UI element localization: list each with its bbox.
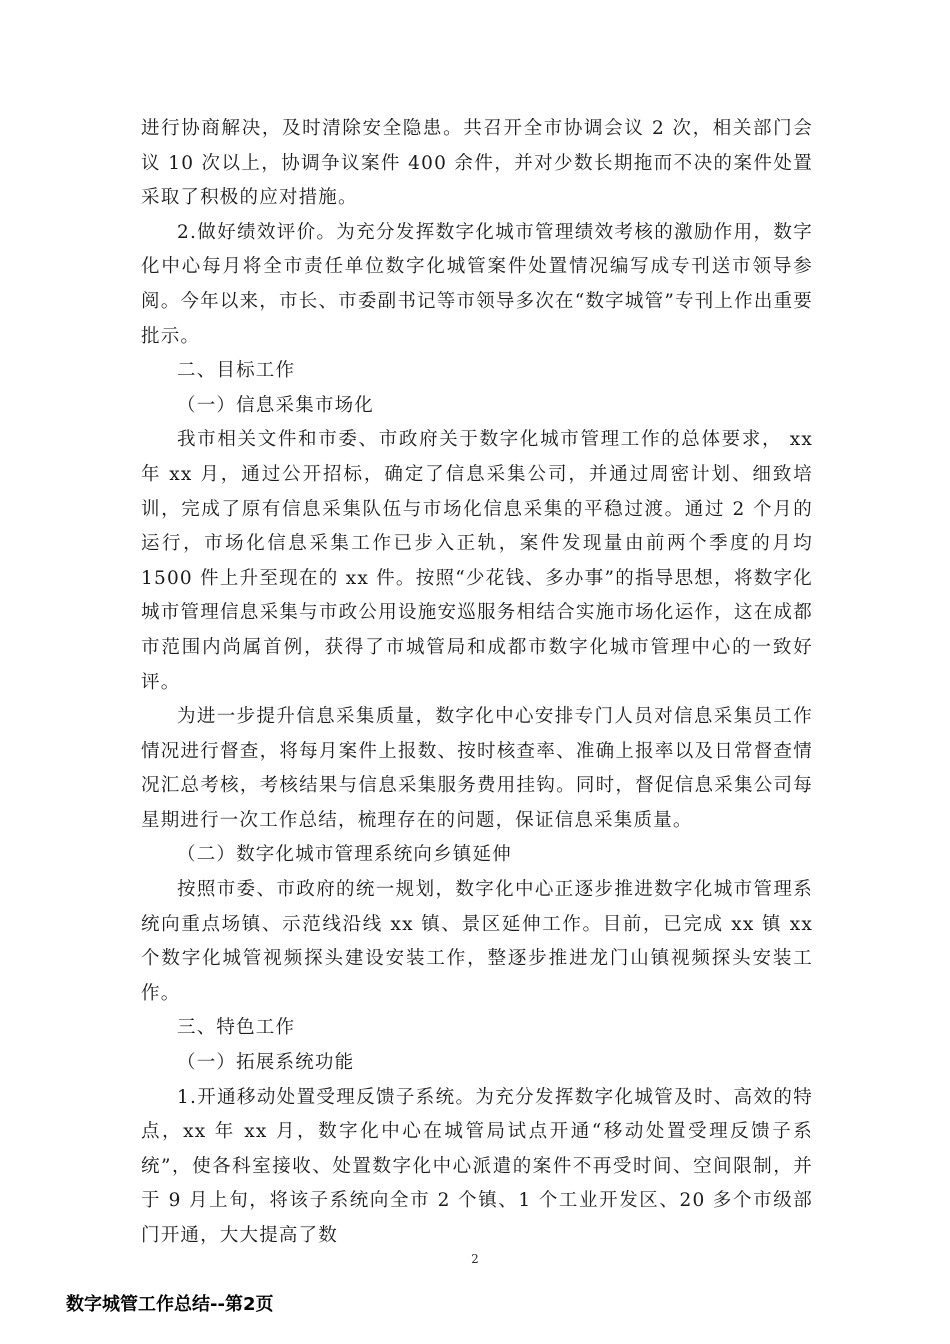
paragraph-11: 1.开通移动处置受理反馈子系统。为充分发挥数字化城管及时、高效的特点，xx 年 xx 月，数字化中心在城管局试点开通“移动处置受理反馈子系统”，使各科室接收、处置数字化中心派遣的案件不再受时间、空间限制，并于 9 月上旬，将该子系统向全市 2 个镇、1 个工业开发区、20 多个市级部门开通，大大提高了数 (141, 1086, 813, 1246)
subsection-heading-3-1: （一）拓展系统功能 (177, 1052, 355, 1074)
subsection-heading-2-2: （二）数字化城市管理系统向乡镇延伸 (177, 844, 512, 866)
paragraph-2: 2.做好绩效评价。为充分发挥数字化城市管理绩效考核的激励作用，数字化中心每月将全市责任单位数字化城管案件处置情况编写成专刊送市领导参阅。今年以来，市长、市委副书记等市领导多次在“数字城管”专刊上作出重要批示。 (141, 221, 813, 347)
paragraph-1: 进行协商解决，及时清除安全隐患。共召开全市协调会议 2 次，相关部门会议 10 次以上，协调争议案件 400 余件，并对少数长期拖而不决的案件处置采取了积极的应对措施。 (141, 118, 813, 209)
section-heading-3: 三、特色工作 (177, 1017, 296, 1039)
page-body (141, 112, 821, 1254)
footer-caption: 数字城管工作总结--第2页 (66, 1294, 274, 1315)
paragraph-6: 为进一步提升信息采集质量，数字化中心安排专门人员对信息采集员工作情况进行督查，将每月案件上报数、按时核查率、准确上报率以及日常督查情况汇总考核，考核结果与信息采集服务费用挂钩。同时，督促信息采集公司每星期进行一次工作总结，梳理存在的问题，保证信息采集质量。 (141, 706, 813, 831)
paragraph-8: 按照市委、市政府的统一规划，数字化中心正逐步推进数字化城市管理系统向重点场镇、示范线沿线 xx 镇、景区延伸工作。目前，已完成 xx 镇 xx 个数字化城管视频探头建设安装工作，整逐步推进龙门山镇视频探头安装工作。 (141, 879, 821, 1004)
page-number: 2 (471, 1252, 479, 1266)
paragraph-5: 我市相关文件和市委、市政府关于数字化城市管理工作的总体要求， xx 年 xx 月，通过公开招标，确定了信息采集公司，并通过周密计划、细致培训，完成了原有信息采集队伍与市场化信息采集的平稳过渡。通过 2 个月的运行，市场化信息采集工作已步入正轨，案件发现量由前两个季度的月均 1500 件上升至现在的 xx 件。按照“少花钱、多办事”的指导思想，将数字化城市管理信息采集与市政公用设施安巡服务相结合实施市场化运作，这在成都市范围内尚属首例，获得了市城管局和成都市数字化城市管理中心的一致好评。 (141, 429, 821, 693)
section-heading-2: 二、目标工作 (177, 360, 296, 382)
subsection-heading-2-1: （一）信息采集市场化 (177, 394, 375, 416)
